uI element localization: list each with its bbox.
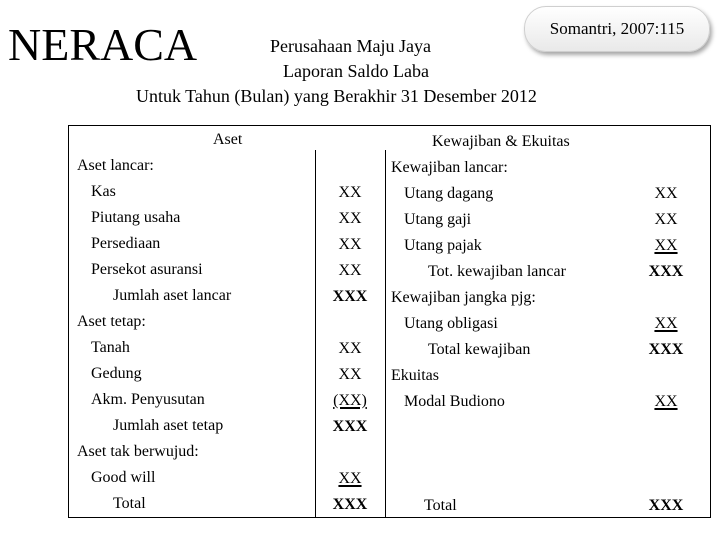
inventory-amount: XX xyxy=(338,236,362,253)
current-assets-label: Aset lancar: xyxy=(77,157,154,174)
salary-payable-label: Utang gaji xyxy=(404,211,472,228)
accounts-payable-label: Utang dagang xyxy=(404,185,494,202)
capital-amount: XX xyxy=(654,393,678,410)
goodwill-label: Good will xyxy=(91,469,156,486)
cash-label: Kas xyxy=(91,183,116,200)
company-name: Perusahaan Maju Jaya xyxy=(270,36,431,56)
prepaid-insurance-amount: XX xyxy=(338,262,362,279)
report-period: Untuk Tahun (Bulan) yang Berakhir 31 Desember 2012 xyxy=(136,86,537,106)
salary-payable-amount: XX xyxy=(654,211,678,228)
liabilities-equity-heading: Kewajiban & Ekuitas xyxy=(432,133,570,150)
capital-label: Modal Budiono xyxy=(404,393,505,410)
slide-title: NERACA xyxy=(8,19,198,70)
total-liabilities-amount: XXX xyxy=(648,341,684,358)
accum-depreciation-amount: (XX) xyxy=(333,392,367,409)
total-liabilities-equity-label: Total xyxy=(424,497,457,514)
cash-amount: XX xyxy=(338,184,362,201)
bonds-payable-amount: XX xyxy=(654,315,678,332)
goodwill-amount: XX xyxy=(338,470,362,487)
total-assets-label: Total xyxy=(113,495,146,512)
total-liabilities-equity-amount: XXX xyxy=(648,497,684,514)
bonds-payable-label: Utang obligasi xyxy=(404,315,498,332)
tax-payable-label: Utang pajak xyxy=(404,237,482,254)
total-liabilities-label: Total kewajiban xyxy=(428,341,531,358)
current-liabilities-label: Kewajiban lancar: xyxy=(391,159,508,176)
total-current-assets-amount: XXX xyxy=(332,288,368,305)
receivables-label: Piutang usaha xyxy=(91,209,181,226)
building-amount: XX xyxy=(338,366,362,383)
fixed-assets-label: Aset tetap: xyxy=(77,313,146,330)
land-amount: XX xyxy=(338,340,362,357)
land-label: Tanah xyxy=(91,339,130,356)
total-current-assets-label: Jumlah aset lancar xyxy=(113,287,232,304)
total-fixed-assets-amount: XXX xyxy=(332,418,368,435)
reference-badge: Somantri, 2007:115 xyxy=(524,6,710,52)
tax-payable-amount: XX xyxy=(654,237,678,254)
column-divider-liabilities xyxy=(385,150,386,518)
column-divider-asset-amounts xyxy=(315,150,316,518)
accounts-payable-amount: XX xyxy=(654,185,678,202)
report-name: Laporan Saldo Laba xyxy=(283,61,429,81)
total-current-liabilities-label: Tot. kewajiban lancar xyxy=(428,263,566,280)
building-label: Gedung xyxy=(91,365,142,382)
total-current-liabilities-amount: XXX xyxy=(648,263,684,280)
long-term-liabilities-label: Kewajiban jangka pjg: xyxy=(391,289,536,306)
intangible-assets-label: Aset tak berwujud: xyxy=(77,443,199,460)
assets-heading: Aset xyxy=(213,131,243,148)
accum-depreciation-label: Akm. Penyusutan xyxy=(91,391,205,408)
receivables-amount: XX xyxy=(338,210,362,227)
total-fixed-assets-label: Jumlah aset tetap xyxy=(113,417,224,434)
total-assets-amount: XXX xyxy=(332,496,368,513)
prepaid-insurance-label: Persekot asuransi xyxy=(91,261,203,278)
equity-label: Ekuitas xyxy=(391,367,439,384)
inventory-label: Persediaan xyxy=(91,235,161,252)
